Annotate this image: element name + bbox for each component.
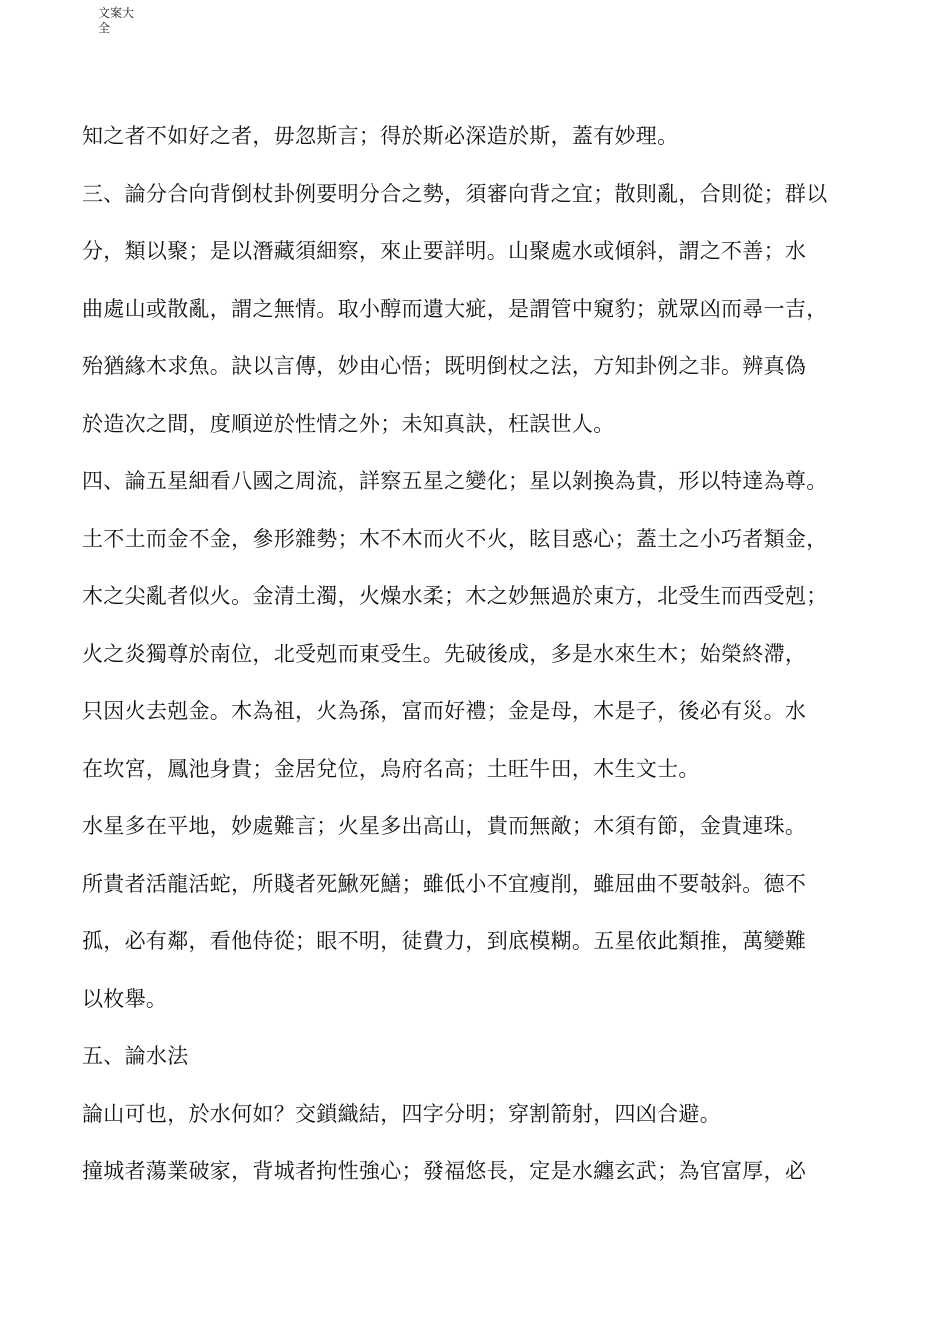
text-line: 木之尖亂者似火。金清土濁，火燥水柔；木之妙無過於東方，北受生而西受剋； (82, 584, 828, 608)
text-line: 曲處山或散亂，謂之無情。取小醇而遺大疵，是謂管中窺豹；就眾凶而尋一吉， (82, 296, 828, 321)
page-header-label: 文案大全 (98, 6, 135, 35)
text-line: 只因火去剋金。木為祖，火為孫，富而好禮；金是母，木是子，後必有災。水 (82, 699, 807, 723)
text-line: 於造次之間，度順逆於性情之外；未知真訣，枉誤世人。 (82, 411, 615, 436)
text-line: 分，類以聚；是以潛藏須細察，來止要詳明。山聚處水或傾斜，謂之不善；水 (82, 239, 807, 263)
section-heading-4: 四、論五星細看八國之周流，詳察五星之變化；星以剝換為貴，形以特達為尊。 (82, 469, 828, 493)
section-heading-5: 五、論水法 (82, 1044, 189, 1068)
document-body (82, 108, 872, 1201)
text-line: 撞城者蕩業破家，背城者拘性強心；發福悠長，定是水纏玄武；為官富厚，必 (82, 1159, 807, 1183)
text-line: 火之炎獨尊於南位，北受剋而東受生。先破後成，多是水來生木；始榮終滯， (82, 641, 807, 666)
text-line: 在坎宮，鳳池身貴；金居兌位，烏府名高；土旺牛田，木生文士。 (82, 756, 700, 781)
text-line: 水星多在平地，妙處難言；火星多出高山，貴而無敵；木須有節，金貴連珠。 (82, 814, 807, 838)
text-line: 論山可也，於水何如？交鎖織結，四字分明；穿割箭射，四凶合避。 (82, 1101, 721, 1126)
text-line: 土不土而金不金，參形雜勢；木不木而火不火，眩目惑心；蓋土之小巧者類金， (82, 526, 828, 551)
text-line: 殆猶緣木求魚。訣以言傳，妙由心悟；既明倒杖之法，方知卦例之非。辨真偽 (82, 354, 807, 378)
text-line: 所貴者活龍活蛇，所賤者死鰍死鱔；雖低小不宜瘦削，雖屈曲不要攲斜。德不 (82, 871, 807, 896)
text-line: 知之者不如好之者，毋忽斯言；得於斯必深造於斯，蓋有妙理。 (82, 124, 679, 148)
text-line: 以枚舉。 (82, 986, 168, 1011)
text-line: 孤，必有鄰，看他侍從；眼不明，徒費力，到底模糊。五星依此類推，萬變難 (82, 929, 807, 953)
section-heading-3: 三、論分合向背倒杖卦例要明分合之勢，須審向背之宜；散則亂，合則從；群以 (82, 181, 828, 206)
